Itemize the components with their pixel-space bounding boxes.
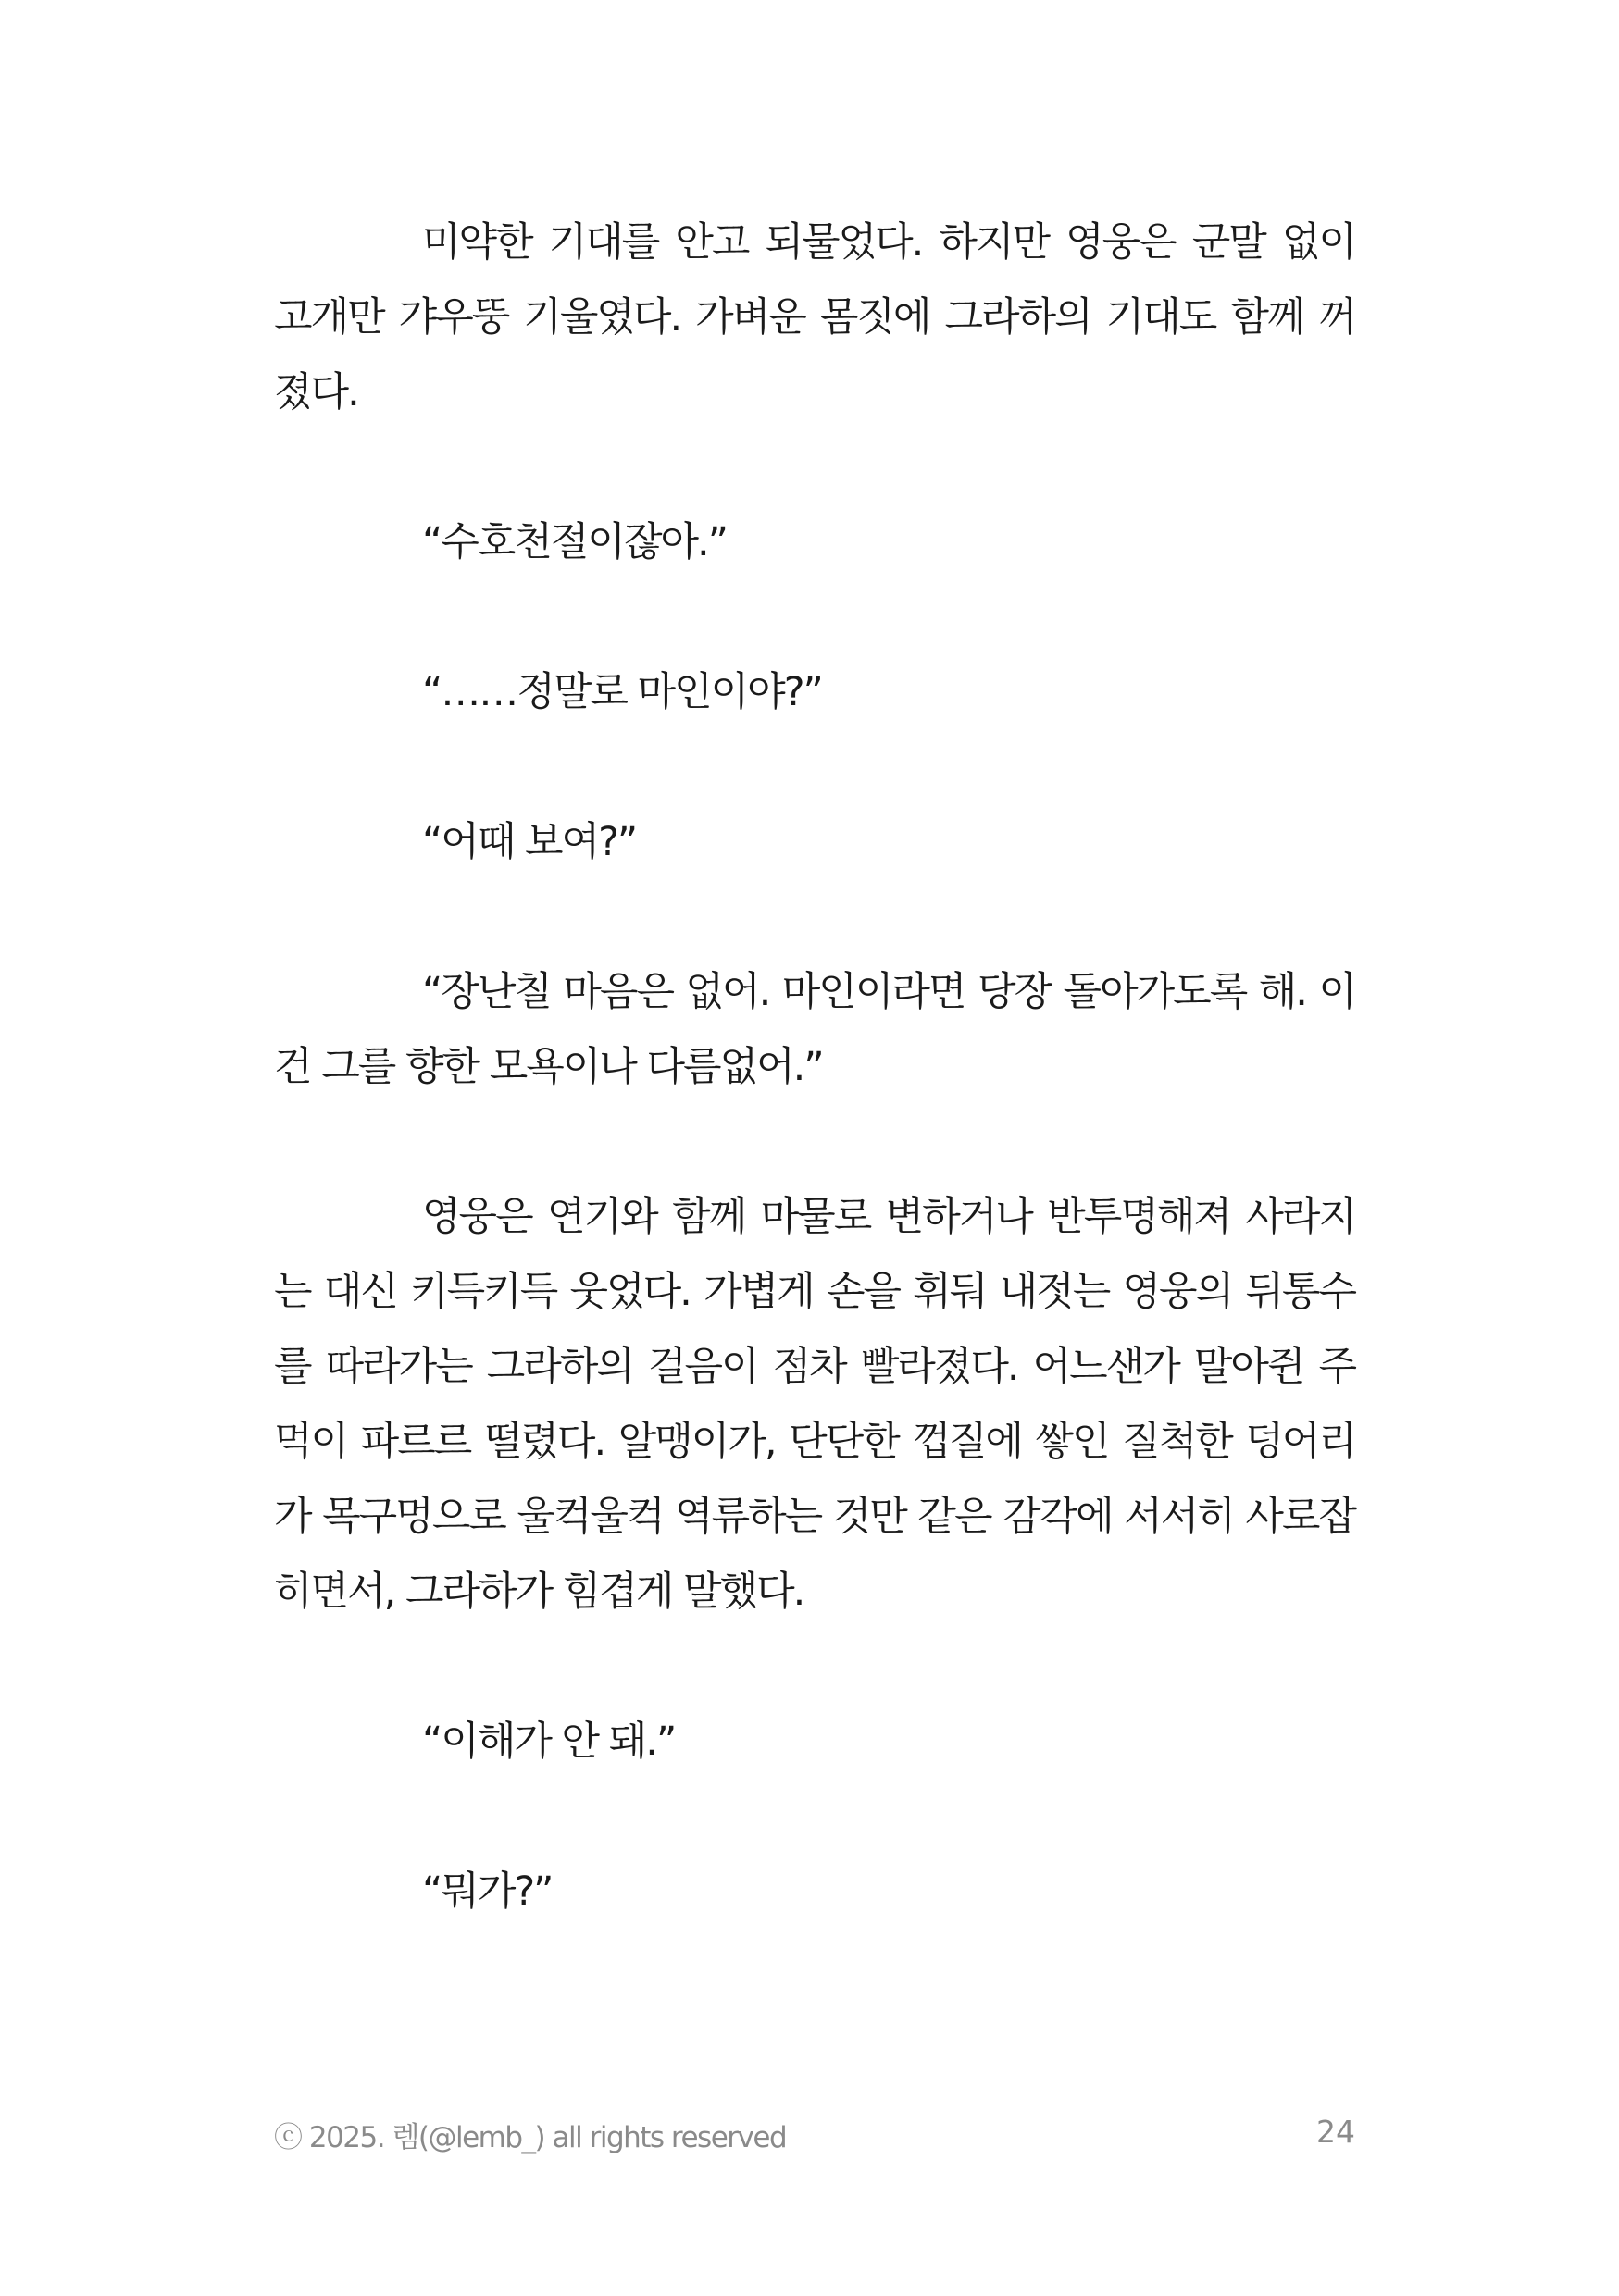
dialogue-line: “……정말로 마인이야?”: [422, 669, 822, 715]
dialogue-line: “수호천절이잖아.”: [422, 519, 727, 565]
paragraph-gap: [274, 580, 1355, 655]
paragraph-gap: [274, 730, 1355, 805]
paragraph: 미약한 기대를 안고 되물었다. 하지만 영웅은 군말 없이 고개만 갸우뚱 기울였다. 가벼운 몸짓에 그라하의 기대도 함께 꺼졌다.: [274, 219, 1355, 416]
paragraph-gap: [274, 1105, 1355, 1180]
paragraph-gap: [274, 1630, 1355, 1705]
paragraph: 영웅은 연기와 함께 마물로 변하거나 반투명해져 사라지는 대신 키득키득 웃었다. 가볍게 손을 휘둬 내젓는 영웅의 뒤통수를 따라가는 그라하의 걸음이 점차 빨라졌다. 어느샌가 말아쥔 주먹이 파르르 떨렸다. 알맹이가, 단단한 껍질에 쌓인 질척한 덩어리가 목구멍으로 울컥울컥 역류하는 것만 같은 감각에 서서히 사로잡히면서, 그라하가 힘겹게 말했다.: [274, 1194, 1355, 1615]
paragraph-gap: [274, 880, 1355, 955]
dialogue-line: “뭐가?”: [422, 1868, 553, 1915]
page-body: [274, 205, 1355, 1930]
dialogue-line: “어때 보여?”: [422, 819, 637, 865]
paragraph-gap: [274, 1780, 1355, 1855]
dialogue-line: “이해가 안 돼.”: [422, 1719, 676, 1765]
paragraph-gap: [274, 430, 1355, 505]
page-number: 24: [1316, 2114, 1355, 2150]
footer-copyright: ⓒ 2025. 렘(@lemb_) all rights reserved: [274, 2121, 787, 2154]
dialogue-line: “장난칠 마음은 없어. 마인이라면 당장 돌아가도록 해. 이건 그를 향한 모욕이나 다름없어.”: [274, 969, 1355, 1090]
